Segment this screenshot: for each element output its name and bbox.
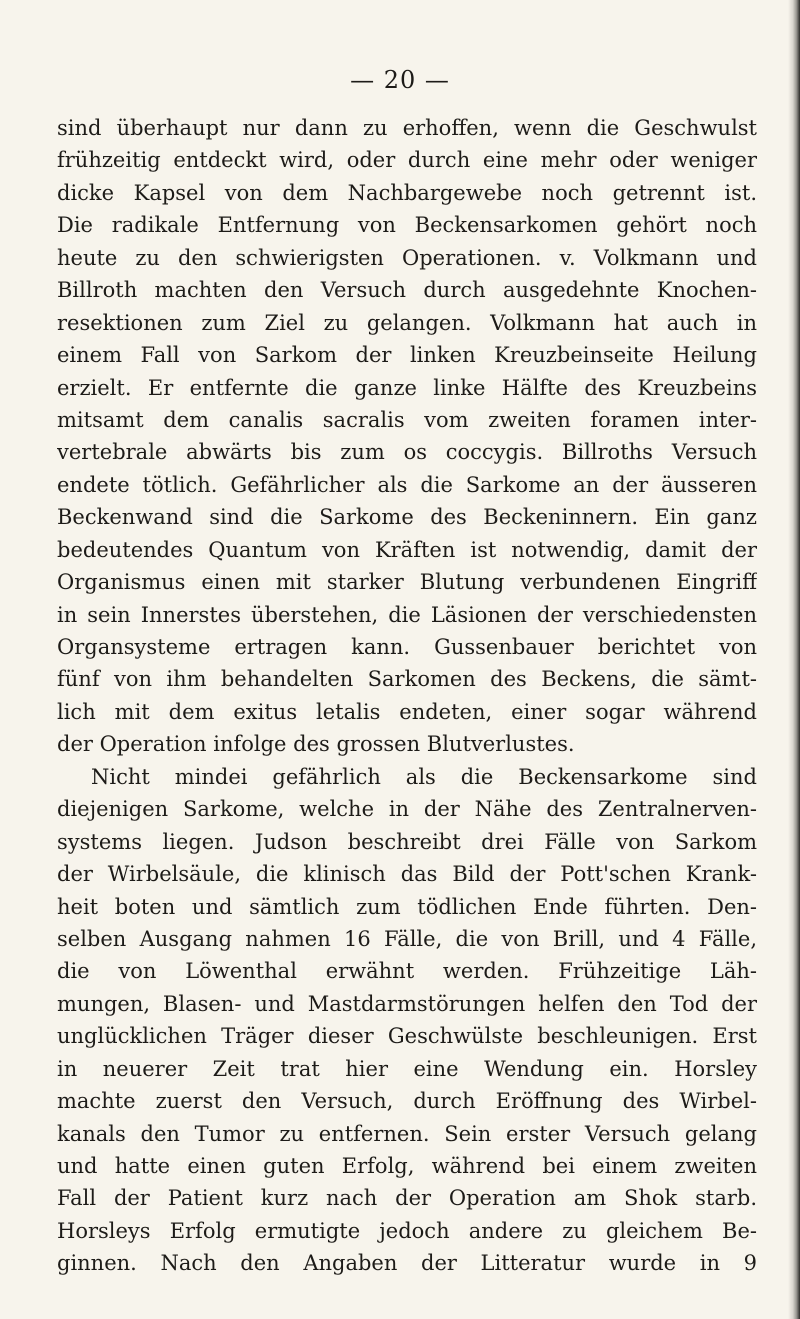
text-line: frühzeitig entdeckt wird, oder durch eine mehr oder weniger bbox=[57, 148, 757, 173]
text-line: systems liegen. Judson beschreibt drei Fälle von Sarkom bbox=[57, 829, 757, 854]
text-line: Fall der Patient kurz nach der Operation am Shok starb. bbox=[57, 1186, 757, 1211]
text-line: Billroth machten den Versuch durch ausgedehnte Knochen- bbox=[57, 278, 757, 303]
text-line: machte zuerst den Versuch, durch Eröffnung des Wirbel- bbox=[57, 1089, 757, 1114]
text-line: heute zu den schwierigsten Operationen. v. Volkmann und bbox=[57, 245, 757, 270]
text-line: unglücklichen Träger dieser Geschwülste beschleunigen. Erst bbox=[57, 1024, 757, 1049]
text-line: resektionen zum Ziel zu gelangen. Volkmann hat auch in bbox=[57, 310, 757, 335]
text-line: Horsleys Erfolg ermutigte jedoch andere zu gleichem Be- bbox=[57, 1218, 757, 1243]
page-edge-shadow bbox=[788, 0, 800, 1319]
body-text bbox=[57, 112, 757, 1280]
text-line: der Operation infolge des grossen Blutverlustes. bbox=[57, 732, 575, 757]
text-line: selben Ausgang nahmen 16 Fälle, die von Brill, und 4 Fälle, bbox=[57, 926, 757, 951]
text-line: sind überhaupt nur dann zu erhoffen, wenn die Geschwulst bbox=[57, 116, 757, 140]
text-line: in neuerer Zeit trat hier eine Wendung ein. Horsley bbox=[57, 1056, 757, 1081]
text-line: der Wirbelsäule, die klinisch das Bild der Pott'schen Krank- bbox=[57, 862, 757, 887]
text-line: die von Löwenthal erwähnt werden. Frühzeitige Läh- bbox=[57, 959, 757, 984]
text-line: fünf von ihm behandelten Sarkomen des Beckens, die sämt- bbox=[57, 667, 757, 692]
text-line: mitsamt dem canalis sacralis vom zweiten foramen inter- bbox=[57, 407, 757, 432]
text-line: vertebrale abwärts bis zum os coccygis. Billroths Versuch bbox=[57, 440, 757, 465]
page-number: — 20 — bbox=[350, 66, 450, 94]
text-line: Organismus einen mit starker Blutung verbundenen Eingriff bbox=[57, 570, 757, 595]
text-line: Die radikale Entfernung von Beckensarkomen gehört noch bbox=[57, 213, 757, 238]
text-line: mungen, Blasen- und Mastdarmstörungen helfen den Tod der bbox=[57, 991, 757, 1016]
text-line: kanals den Tumor zu entfernen. Sein erster Versuch gelang bbox=[57, 1121, 757, 1146]
text-line: Nicht mindei gefährlich als die Beckensarkome sind bbox=[91, 764, 757, 789]
text-line: dicke Kapsel von dem Nachbargewebe noch getrennt ist. bbox=[57, 180, 757, 205]
text-line: erzielt. Er entfernte die ganze linke Hälfte des Kreuzbeins bbox=[57, 375, 757, 400]
text-line: bedeutendes Quantum von Kräften ist notwendig, damit der bbox=[57, 537, 757, 562]
text-line: Organsysteme ertragen kann. Gussenbauer berichtet von bbox=[57, 635, 757, 659]
text-line: lich mit dem exitus letalis endeten, einer sogar während bbox=[57, 699, 757, 724]
text-line: ginnen. Nach den Angaben der Litteratur wurde in 9 bbox=[57, 1251, 757, 1276]
text-line: Beckenwand sind die Sarkome des Beckeninnern. Ein ganz bbox=[57, 505, 757, 530]
text-line: heit boten und sämtlich zum tödlichen Ende führten. Den- bbox=[57, 894, 757, 919]
text-line: diejenigen Sarkome, welche in der Nähe des Zentralnerven- bbox=[57, 797, 757, 822]
text-line: einem Fall von Sarkom der linken Kreuzbeinseite Heilung bbox=[57, 343, 757, 368]
text-line: endete tötlich. Gefährlicher als die Sarkome an der äusseren bbox=[57, 472, 757, 497]
text-line: und hatte einen guten Erfolg, während bei einem zweiten bbox=[57, 1154, 757, 1178]
text-line: in sein Innerstes überstehen, die Läsionen der verschiedensten bbox=[57, 602, 757, 627]
